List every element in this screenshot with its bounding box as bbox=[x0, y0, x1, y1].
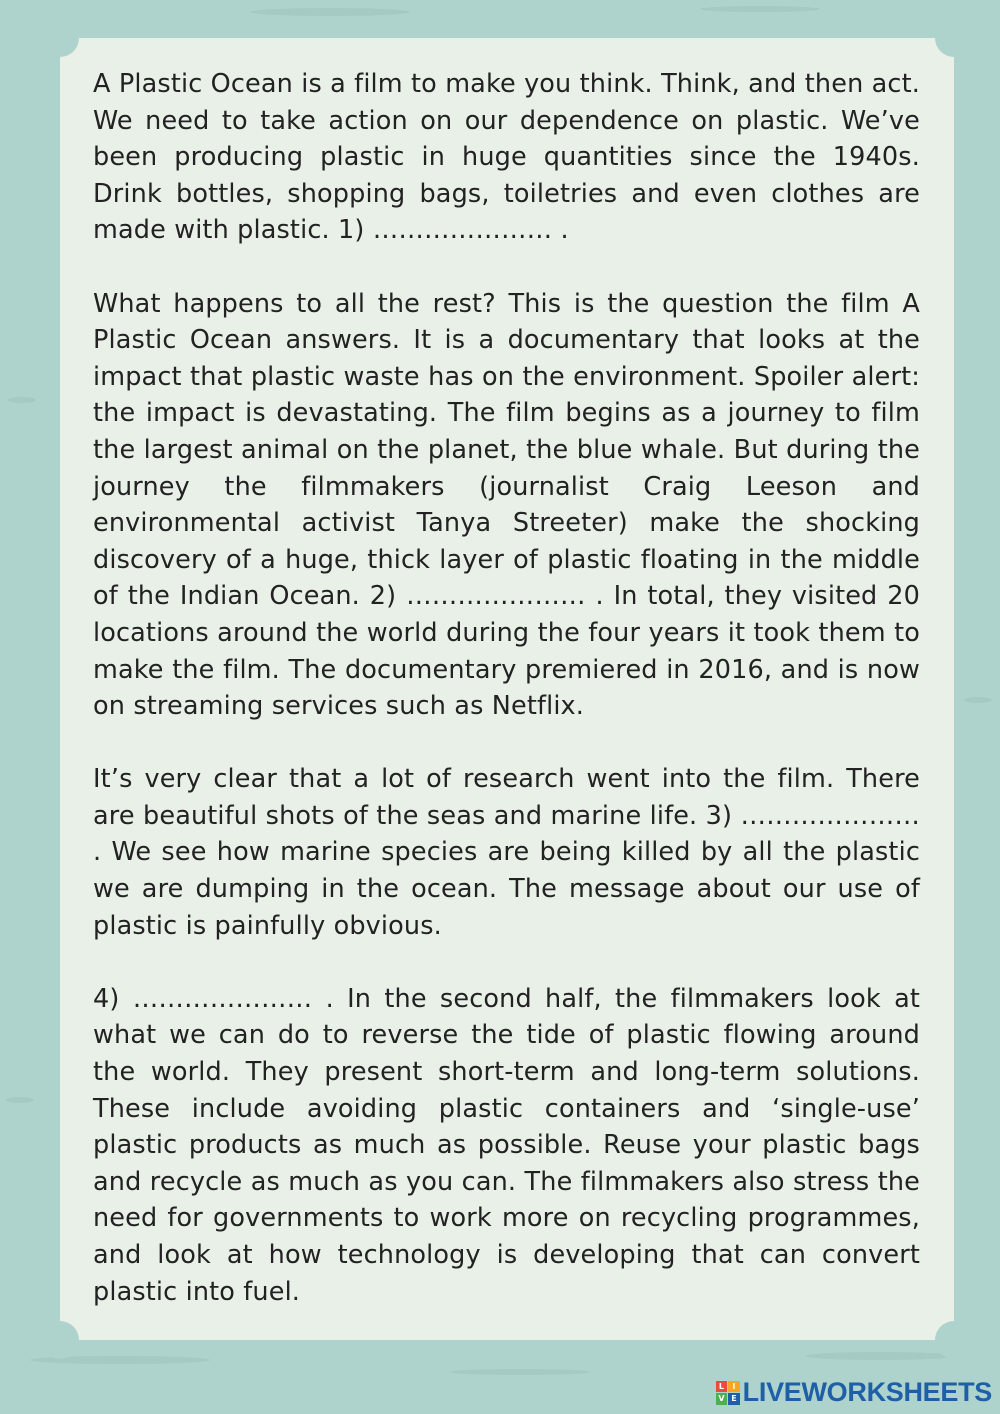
liveworksheets-brand bbox=[716, 1377, 992, 1408]
paper-corner-notch bbox=[41, 19, 79, 57]
paper-corner-notch bbox=[935, 1321, 973, 1359]
paper-corner-notch bbox=[41, 1321, 79, 1359]
article-paragraph-1: A Plastic Ocean is a film to make you think. Think, and then act. We need to take action on our dependence on plastic. We’ve been producing plastic in huge quantities since the 1940s. Drink bottles, shopping bags, toiletries and even clothes are made with plastic. 1) ………………… . bbox=[93, 69, 920, 246]
brand-name: LIVEWORKSHEETS bbox=[742, 1377, 992, 1407]
article-paragraph-2: What happens to all the rest? This is the question the film A Plastic Ocean answers. It is a documentary that looks at the impact that plastic waste has on the environment. Spoiler alert: the impact is devastating. The film begins as a journey to film the largest animal on the planet, the blue whale. But during the journey the filmmakers (journalist Craig Leeson and environmental activist Tanya Streeter) make the shocking discovery of a huge, thick layer of plastic floating in the middle of the Indian Ocean. 2) ………………… . In total, they visited 20 locations around the world during the four years it took them to make the film. The documentary premiered in 2016, and is now on streaming services such as Netflix. bbox=[93, 288, 920, 722]
logo-letter: E bbox=[728, 1393, 740, 1405]
article-paragraph-4: 4) ………………… . In the second half, the filmmakers look at what we can do to reverse the tide of plastic flowing around the world. They present short-term and long-term solutions. These include avoiding plastic containers and ‘single-use’ plastic products as much as possible. Reuse your plastic bags and recycle as much as you can. The filmmakers also stress the need for governments to work more on recycling programmes, and look at how technology is developing that can convert plastic into fuel. bbox=[93, 983, 920, 1307]
logo-letter: V bbox=[716, 1393, 728, 1405]
liveworksheets-logo-icon bbox=[716, 1381, 740, 1405]
article-paragraph-3: It’s very clear that a lot of research went into the film. There are beautiful shots of the seas and marine life. 3) ………………… . We see how marine species are being killed by all the plastic we are dumping in the ocean. The message about our use of plastic is painfully obvious. bbox=[93, 764, 920, 941]
article-body bbox=[93, 66, 920, 1347]
paper-corner-notch bbox=[935, 19, 973, 57]
logo-letter: L bbox=[716, 1381, 728, 1393]
logo-letter: I bbox=[728, 1381, 740, 1393]
